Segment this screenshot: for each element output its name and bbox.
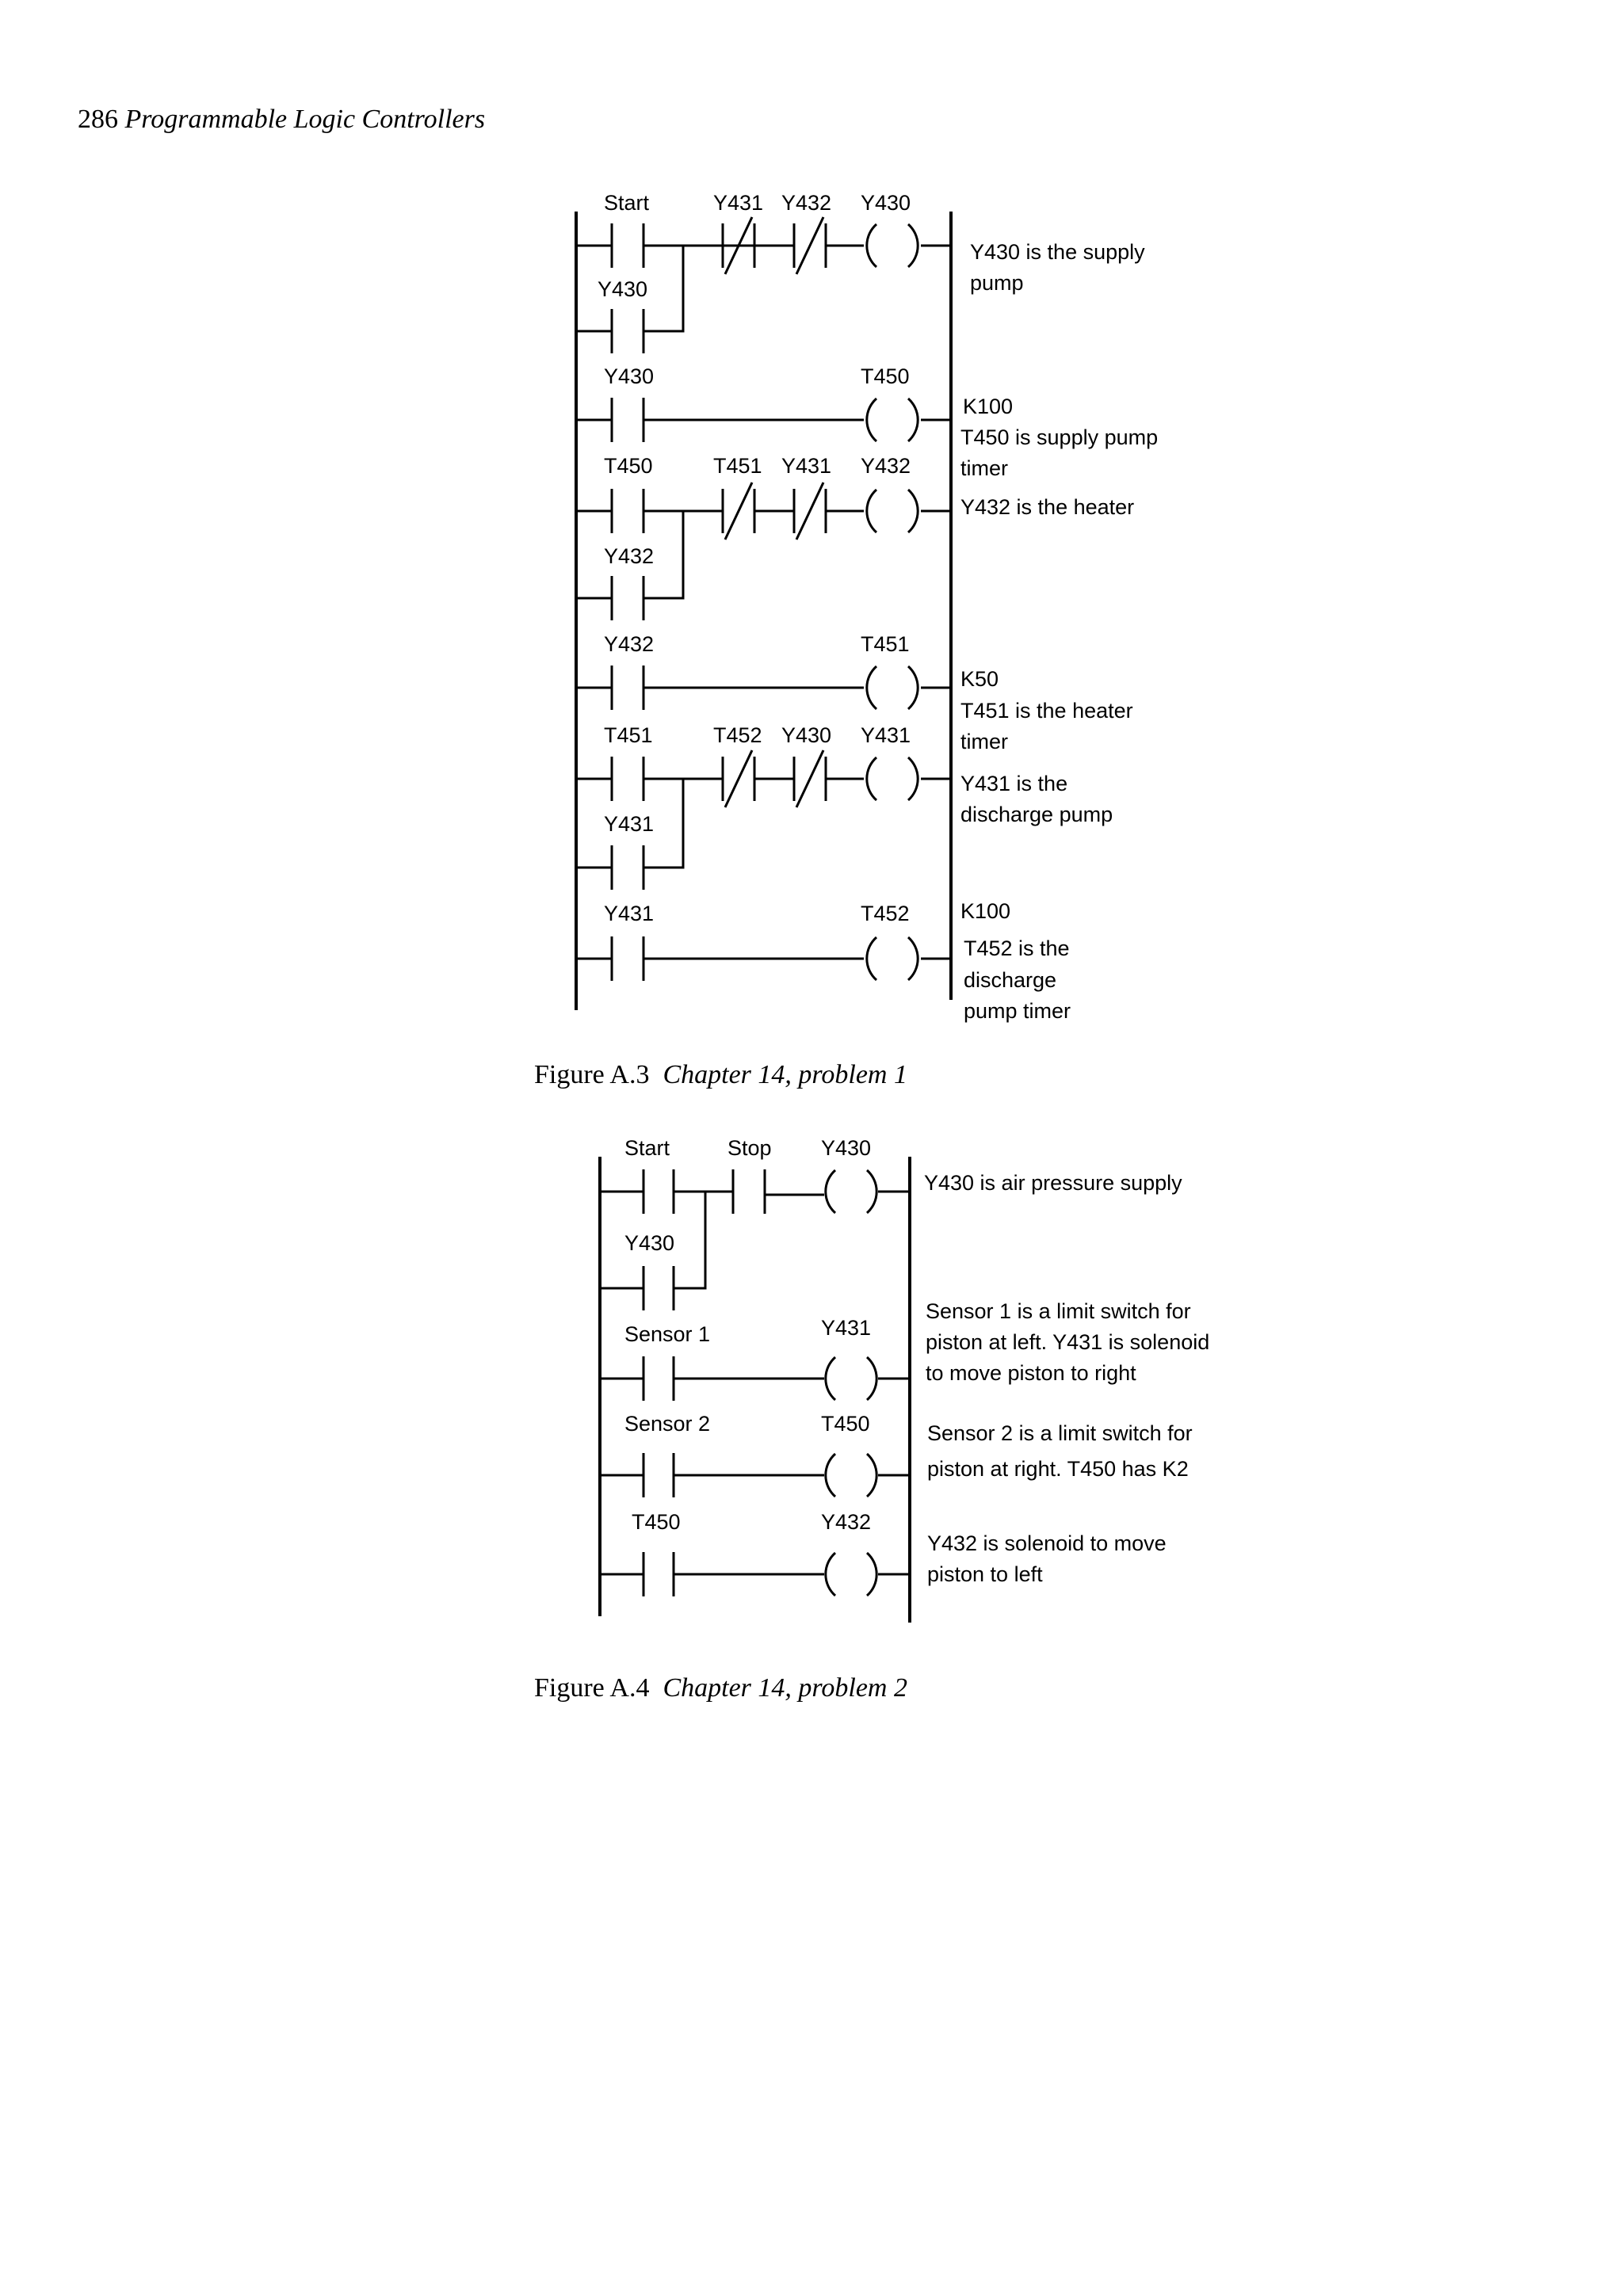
- figure-a3-ladder: [576, 191, 1158, 1023]
- a3-note-3a: Y432 is the heater: [960, 495, 1135, 519]
- a4-rung-4: [600, 1552, 910, 1596]
- a4-label-stop: Stop: [727, 1136, 772, 1160]
- a3-label-t450-contact: T450: [604, 454, 653, 478]
- a4-note-1a: Y430 is air pressure supply: [924, 1171, 1182, 1195]
- a4-label-t450-contact: T450: [632, 1510, 681, 1534]
- a3-note-2c: timer: [960, 456, 1008, 480]
- a3-note-5a: Y431 is the: [960, 772, 1068, 795]
- a3-label-t450-coil: T450: [861, 364, 910, 388]
- a4-note-4b: piston to left: [927, 1562, 1043, 1586]
- a3-label-t451-coil: T451: [861, 632, 910, 656]
- a3-note-6a: K100: [960, 899, 1011, 923]
- figure-a4-caption-label: Figure A.4: [534, 1673, 650, 1703]
- page-number: 286: [78, 105, 118, 134]
- figure-a4-caption: [534, 1673, 907, 1703]
- figure-a3-caption-label: Figure A.3: [534, 1060, 650, 1089]
- a4-label-y432-coil: Y432: [821, 1510, 872, 1534]
- a4-label-y430-coil: Y430: [821, 1136, 872, 1160]
- a3-label-t452-nc: T452: [713, 723, 762, 747]
- a4-note-2c: to move piston to right: [926, 1361, 1136, 1385]
- a3-label-y431-hold: Y431: [604, 812, 655, 836]
- a3-label-y430-nc: Y430: [781, 723, 832, 747]
- a3-note-4a: K50: [960, 667, 999, 691]
- a4-note-3a: Sensor 2 is a limit switch for: [927, 1421, 1193, 1445]
- figure-a3-caption-text: Chapter 14, problem 1: [663, 1060, 907, 1089]
- a3-label-t452-coil: T452: [861, 902, 910, 925]
- a3-label-y432-contact: Y432: [604, 632, 655, 656]
- a3-label-y432-nc: Y432: [781, 191, 832, 215]
- a3-label-t451-nc: T451: [713, 454, 762, 478]
- a4-rung-3: [600, 1453, 910, 1497]
- a3-label-y431-nc-2: Y431: [781, 454, 832, 478]
- a3-note-6c: discharge: [964, 968, 1057, 992]
- a3-label-y431-contact: Y431: [604, 902, 655, 925]
- a4-note-2a: Sensor 1 is a limit switch for: [926, 1299, 1191, 1323]
- a3-label-start: Start: [604, 191, 650, 215]
- a3-label-y432-coil: Y432: [861, 454, 911, 478]
- a4-label-t450-coil: T450: [821, 1412, 870, 1436]
- book-title: Programmable Logic Controllers: [124, 105, 486, 134]
- a3-note-6b: T452 is the: [964, 936, 1070, 960]
- a4-note-4a: Y432 is solenoid to move: [927, 1531, 1167, 1555]
- a3-note-1b: pump: [970, 271, 1024, 295]
- a4-note-3b: piston at right. T450 has K2: [927, 1457, 1189, 1481]
- a3-label-t451-contact: T451: [604, 723, 653, 747]
- a4-label-sensor2: Sensor 2: [624, 1412, 711, 1436]
- a3-label-y431-coil: Y431: [861, 723, 911, 747]
- figure-a3-caption: [534, 1060, 907, 1090]
- a4-note-2b: piston at left. Y431 is solenoid: [926, 1330, 1210, 1354]
- figure-a4-caption-text: Chapter 14, problem 2: [663, 1673, 907, 1703]
- a3-note-2a: K100: [963, 395, 1014, 418]
- a3-note-6d: pump timer: [964, 999, 1071, 1023]
- a3-label-y430-contact: Y430: [604, 364, 655, 388]
- a3-label-y430-coil: Y430: [861, 191, 911, 215]
- figure-a4-ladder: [600, 1136, 1209, 1623]
- a4-label-sensor1: Sensor 1: [624, 1322, 711, 1346]
- a3-label-y432-hold: Y432: [604, 544, 655, 568]
- a3-label-y430-hold: Y430: [598, 277, 648, 301]
- a3-rung-6: [576, 936, 951, 981]
- a4-rung-2: [600, 1356, 910, 1401]
- a4-label-y430-contact: Y430: [624, 1231, 675, 1255]
- a3-rung-4: [576, 666, 951, 710]
- a4-label-y431-coil: Y431: [821, 1316, 872, 1340]
- a3-note-2b: T450 is supply pump: [960, 425, 1159, 449]
- a3-note-5b: discharge pump: [960, 803, 1113, 826]
- a3-note-4b: T451 is the heater: [960, 699, 1133, 723]
- a3-note-4c: timer: [960, 730, 1008, 753]
- a3-label-y431-nc: Y431: [713, 191, 764, 215]
- a4-label-start: Start: [624, 1136, 670, 1160]
- a3-rung-2: [576, 398, 951, 442]
- a3-note-1a: Y430 is the supply: [970, 240, 1145, 264]
